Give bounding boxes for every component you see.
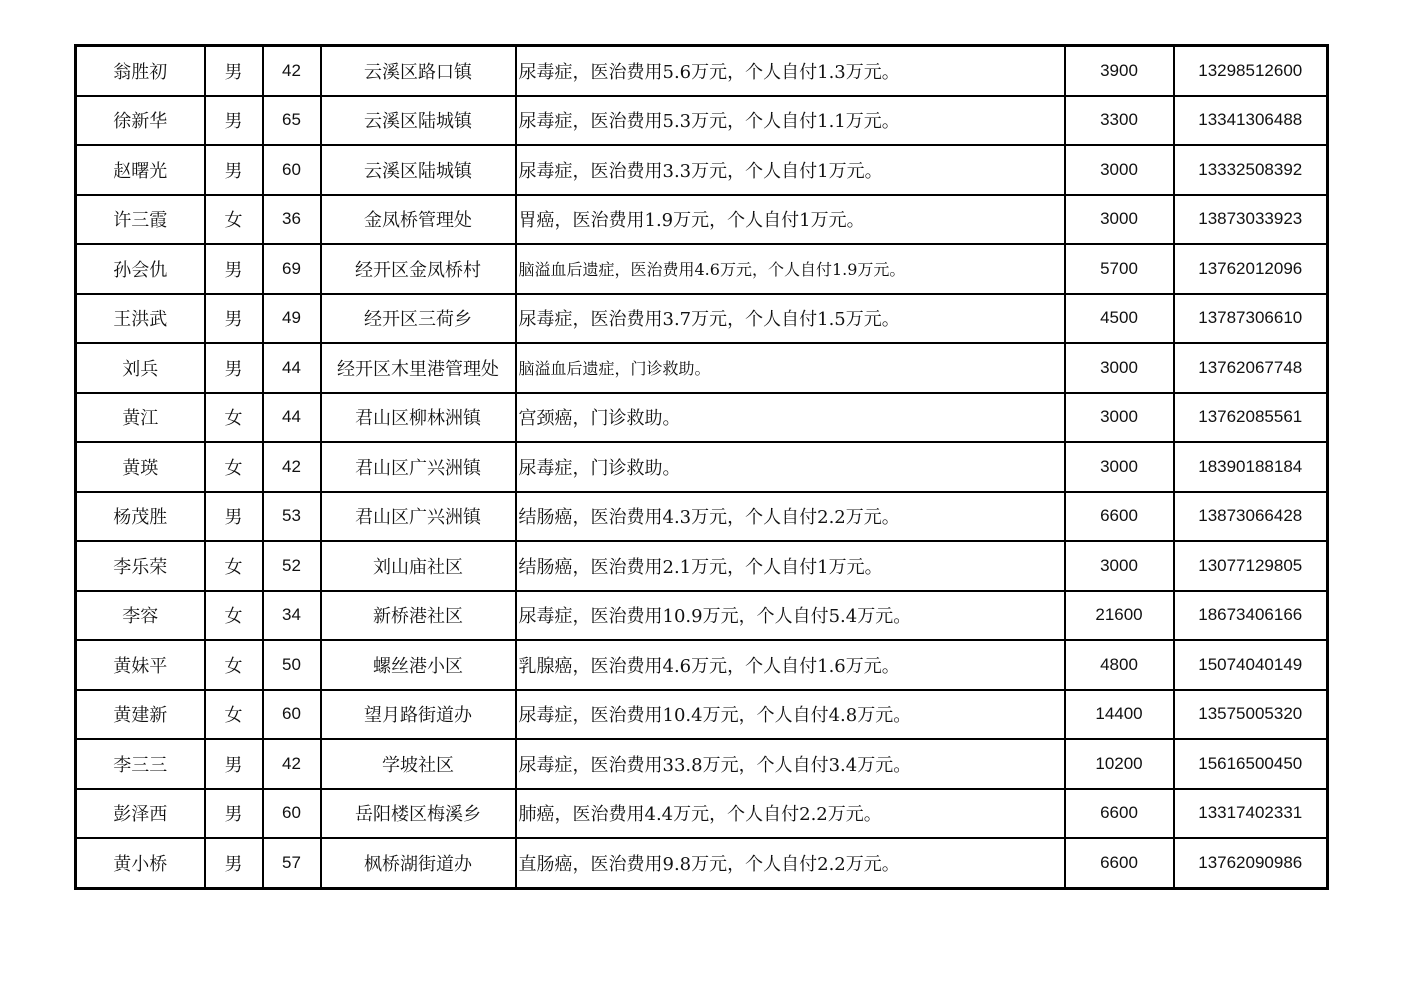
table-row [76,294,1328,344]
cell-name: 刘兵 [76,343,205,393]
cell-gender: 女 [205,690,263,740]
cell-description: 乳腺癌，医治费用4.6万元，个人自付1.6万元。 [516,640,1065,690]
cell-amount: 3900 [1065,46,1174,96]
cell-address: 云溪区陆城镇 [321,145,516,195]
cell-age: 49 [263,294,321,344]
cell-amount: 3300 [1065,96,1174,146]
table-row [76,789,1328,839]
table-row [76,640,1328,690]
assistance-table [74,44,1329,890]
cell-name: 黄小桥 [76,838,205,888]
cell-phone: 13787306610 [1174,294,1328,344]
cell-address: 新桥港社区 [321,591,516,641]
cell-age: 60 [263,789,321,839]
cell-description: 尿毒症，医治费用10.9万元，个人自付5.4万元。 [516,591,1065,641]
cell-description: 胃癌，医治费用1.9万元，个人自付1万元。 [516,195,1065,245]
table-row [76,492,1328,542]
cell-name: 李三三 [76,739,205,789]
cell-phone: 13762012096 [1174,244,1328,294]
cell-amount: 10200 [1065,739,1174,789]
cell-amount: 3000 [1065,145,1174,195]
cell-age: 42 [263,46,321,96]
table-row [76,145,1328,195]
cell-address: 经开区三荷乡 [321,294,516,344]
cell-name: 黄妹平 [76,640,205,690]
cell-amount: 4500 [1065,294,1174,344]
cell-amount: 4800 [1065,640,1174,690]
cell-age: 60 [263,690,321,740]
cell-phone: 15074040149 [1174,640,1328,690]
table-row [76,393,1328,443]
cell-address: 君山区广兴洲镇 [321,442,516,492]
cell-address: 金凤桥管理处 [321,195,516,245]
cell-name: 黄建新 [76,690,205,740]
cell-gender: 女 [205,393,263,443]
cell-address: 君山区柳林洲镇 [321,393,516,443]
cell-gender: 女 [205,442,263,492]
cell-gender: 女 [205,640,263,690]
cell-description: 尿毒症，医治费用5.3万元，个人自付1.1万元。 [516,96,1065,146]
cell-name: 彭泽西 [76,789,205,839]
cell-address: 枫桥湖街道办 [321,838,516,888]
cell-description: 脑溢血后遗症，医治费用4.6万元，个人自付1.9万元。 [516,244,1065,294]
cell-description: 结肠癌，医治费用4.3万元，个人自付2.2万元。 [516,492,1065,542]
cell-address: 望月路街道办 [321,690,516,740]
cell-amount: 14400 [1065,690,1174,740]
table-row [76,244,1328,294]
cell-age: 44 [263,393,321,443]
cell-name: 杨茂胜 [76,492,205,542]
cell-gender: 男 [205,343,263,393]
cell-amount: 3000 [1065,195,1174,245]
table-row [76,690,1328,740]
cell-description: 结肠癌，医治费用2.1万元，个人自付1万元。 [516,541,1065,591]
cell-description: 肺癌，医治费用4.4万元，个人自付2.2万元。 [516,789,1065,839]
cell-gender: 男 [205,145,263,195]
cell-gender: 男 [205,789,263,839]
table-row [76,541,1328,591]
cell-description: 尿毒症，医治费用3.7万元，个人自付1.5万元。 [516,294,1065,344]
cell-name: 黄江 [76,393,205,443]
cell-name: 孙会仇 [76,244,205,294]
cell-gender: 男 [205,838,263,888]
cell-amount: 3000 [1065,541,1174,591]
cell-amount: 3000 [1065,442,1174,492]
cell-amount: 6600 [1065,789,1174,839]
cell-name: 赵曙光 [76,145,205,195]
cell-phone: 13762067748 [1174,343,1328,393]
cell-gender: 男 [205,739,263,789]
cell-gender: 男 [205,46,263,96]
cell-age: 36 [263,195,321,245]
cell-amount: 6600 [1065,838,1174,888]
cell-address: 螺丝港小区 [321,640,516,690]
cell-gender: 女 [205,541,263,591]
cell-description: 尿毒症，门诊救助。 [516,442,1065,492]
table-row [76,739,1328,789]
cell-amount: 5700 [1065,244,1174,294]
cell-age: 44 [263,343,321,393]
cell-address: 经开区金凤桥村 [321,244,516,294]
cell-gender: 男 [205,244,263,294]
cell-phone: 13762085561 [1174,393,1328,443]
cell-name: 黄瑛 [76,442,205,492]
cell-age: 60 [263,145,321,195]
cell-phone: 18390188184 [1174,442,1328,492]
cell-age: 65 [263,96,321,146]
cell-age: 57 [263,838,321,888]
cell-description: 尿毒症，医治费用33.8万元，个人自付3.4万元。 [516,739,1065,789]
cell-address: 刘山庙社区 [321,541,516,591]
cell-age: 34 [263,591,321,641]
cell-description: 尿毒症，医治费用5.6万元，个人自付1.3万元。 [516,46,1065,96]
cell-phone: 13341306488 [1174,96,1328,146]
cell-address: 君山区广兴洲镇 [321,492,516,542]
cell-name: 徐新华 [76,96,205,146]
cell-address: 经开区木里港管理处 [321,343,516,393]
cell-age: 69 [263,244,321,294]
table-row [76,442,1328,492]
cell-gender: 男 [205,294,263,344]
cell-age: 42 [263,442,321,492]
cell-phone: 13762090986 [1174,838,1328,888]
cell-phone: 13317402331 [1174,789,1328,839]
cell-description: 尿毒症，医治费用3.3万元，个人自付1万元。 [516,145,1065,195]
cell-phone: 13873033923 [1174,195,1328,245]
cell-amount: 6600 [1065,492,1174,542]
cell-name: 李乐荣 [76,541,205,591]
table-row [76,96,1328,146]
cell-name: 翁胜初 [76,46,205,96]
cell-address: 云溪区陆城镇 [321,96,516,146]
cell-gender: 女 [205,195,263,245]
cell-name: 李容 [76,591,205,641]
cell-amount: 21600 [1065,591,1174,641]
cell-gender: 男 [205,492,263,542]
cell-address: 岳阳楼区梅溪乡 [321,789,516,839]
cell-address: 云溪区路口镇 [321,46,516,96]
cell-phone: 13298512600 [1174,46,1328,96]
cell-age: 53 [263,492,321,542]
cell-name: 王洪武 [76,294,205,344]
table-row [76,195,1328,245]
table-row [76,46,1328,96]
cell-age: 52 [263,541,321,591]
cell-description: 尿毒症，医治费用10.4万元，个人自付4.8万元。 [516,690,1065,740]
cell-phone: 13332508392 [1174,145,1328,195]
table-row [76,591,1328,641]
table-row [76,343,1328,393]
cell-phone: 15616500450 [1174,739,1328,789]
cell-phone: 18673406166 [1174,591,1328,641]
cell-gender: 女 [205,591,263,641]
cell-address: 学坡社区 [321,739,516,789]
cell-amount: 3000 [1065,343,1174,393]
cell-phone: 13873066428 [1174,492,1328,542]
table-body [76,46,1328,889]
cell-phone: 13077129805 [1174,541,1328,591]
cell-description: 直肠癌，医治费用9.8万元，个人自付2.2万元。 [516,838,1065,888]
cell-description: 脑溢血后遗症，门诊救助。 [516,343,1065,393]
cell-age: 50 [263,640,321,690]
cell-amount: 3000 [1065,393,1174,443]
table-row [76,838,1328,888]
cell-age: 42 [263,739,321,789]
cell-name: 许三霞 [76,195,205,245]
cell-description: 宫颈癌，门诊救助。 [516,393,1065,443]
cell-phone: 13575005320 [1174,690,1328,740]
cell-gender: 男 [205,96,263,146]
